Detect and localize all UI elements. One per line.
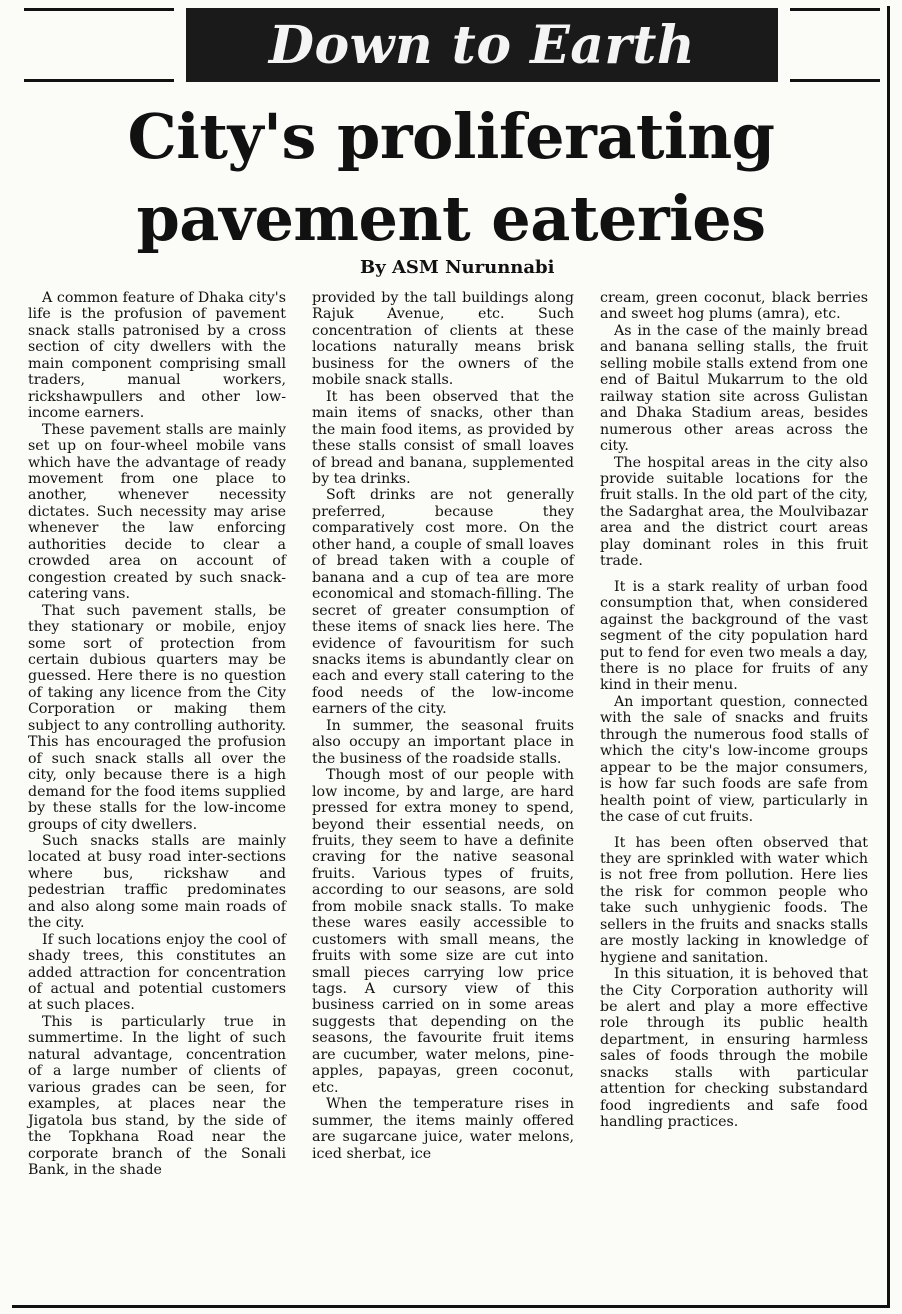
paragraph: These pavement stalls are mainly set up on four-wheel mobile vans which have the advantage of ready movement from one place to another, whenever necessity dictates. Such necessity may arise whenever the law enforcing authorities decide to clear a crowded area on account of congestion created by such snack-catering vans. [28,421,286,603]
paragraph: As in the case of the mainly bread and banana selling stalls, the fruit selling mobile stalls extend from one end of Baitul Mukarrum to the old railway station site across Gulistan and Dhaka Stadium areas, besides numerous other areas across the city. [600,322,868,455]
paragraph: In this situation, it is behoved that the City Corporation authority will be alert and play a more effective role through its public health department, in ensuring harmless sales of foods through the mobile snacks stalls with particular attention for checking substandard food ingredients and safe food handling practices. [600,966,868,1131]
banner-rule-right [790,8,880,82]
byline: By ASM Nurunnabi [360,257,555,278]
article-column-2 [312,290,574,1162]
banner-rule-left [24,8,174,82]
paragraph: Such snacks stalls are mainly located at busy road inter-sections where bus, rickshaw and pedestrian traffic predominates and also along some main roads of the city. [28,832,286,932]
paragraph: The hospital areas in the city also provide suitable locations for the fruit stalls. In the old part of the city, the Sadarghat area, the Moulvibazar area and the district court areas play dominant roles in this fruit trade. [600,454,868,570]
paragraph: This is particularly true in summertime. In the light of such natural advantage, concentration of a large number of clients of various grades can be seen, for examples, at places near the Jigatola bus stand, by the side of the Topkhana Road near the corporate branch of the Sonali Bank, in the shade [28,1013,286,1179]
paragraph: In summer, the seasonal fruits also occupy an important place in the business of the roadside stalls. [312,717,574,767]
paragraph: cream, green coconut, black berries and sweet hog plums (amra), etc. [600,290,868,323]
paragraph: A common feature of Dhaka city's life is the profusion of pavement snack stalls patronised by a cross section of city dwellers with the main component comprising small traders, manual workers, rickshawpullers and other low-income earners. [28,290,286,422]
section-banner: Down to Earth [186,8,778,82]
paragraph: Soft drinks are not generally preferred, because they comparatively cost more. On the other hand, a couple of small loaves of bread taken with a couple of banana and a cup of tea are more economical and stomach-filling. The secret of greater consumption of these items of snack lies here. The evidence of favouritism for such snacks items is abundantly clear on each and every stall catering to the food needs of the low-income earners of the city. [312,487,574,718]
article-column-3 [600,290,868,1131]
paragraph: It is a stark reality of urban food consumption that, when considered against the background of the vast segment of the city population hard put to fend for even two meals a day, there is no place for fruits of any kind in their menu. [600,578,868,694]
paragraph: When the temperature rises in summer, the items mainly offered are sugarcane juice, water melons, iced sherbat, ice [312,1096,574,1162]
paragraph: Though most of our people with low income, by and large, are hard pressed for extra money to spend, beyond their essential needs, on fruits, they seem to have a definite craving for the native seasonal fruits. Various types of fruits, according to our seasons, are sold from mobile snack stalls. To make these wares easily accessible to customers with small means, the fruits with some size are cut into small pieces carrying low price tags. A cursory view of this business carried on in some areas suggests that depending on the seasons, the favourite fruit items are cucumber, water melons, pine-apples, papayas, green coconut, etc. [312,767,574,1096]
paragraph: provided by the tall buildings along Rajuk Avenue, etc. Such concentration of clients at these locations naturally means brisk business for the owners of the mobile snack stalls. [312,290,574,389]
paragraph: If such locations enjoy the cool of shady trees, this constitutes an added attraction for concentration of actual and potential customers at such places. [28,931,286,1014]
headline: City's proliferating pavement eateries [127,100,775,255]
paragraph: It has been often observed that they are sprinkled with water which is not free from pollution. Here lies the risk for common people who take such unhygienic foods. The sellers in the fruits and snacks stalls are mostly lacking in knowledge of hygiene and sanitation. [600,834,868,966]
paragraph: An important question, connected with the sale of snacks and fruits through the numerous food stalls of which the city's low-income groups appear to be the major consumers, is how far such foods are safe from health point of view, particularly in the case of cut fruits. [600,693,868,826]
paragraph: That such pavement stalls, be they stationary or mobile, enjoy some sort of protection from certain dubious quarters may be guessed. Here there is no question of taking any licence from the City Corporation or making them subject to any controlling authority. This has encouraged the profusion of such snack stalls all over the city, only because there is a high demand for the food items supplied by these stalls for the low-income groups of city dwellers. [28,602,286,833]
paragraph: It has been observed that the main items of snacks, other than the main food items, as provided by these stalls consist of small loaves of bread and banana, supplemented by tea drinks. [312,388,574,487]
article-column-1 [28,290,286,1178]
